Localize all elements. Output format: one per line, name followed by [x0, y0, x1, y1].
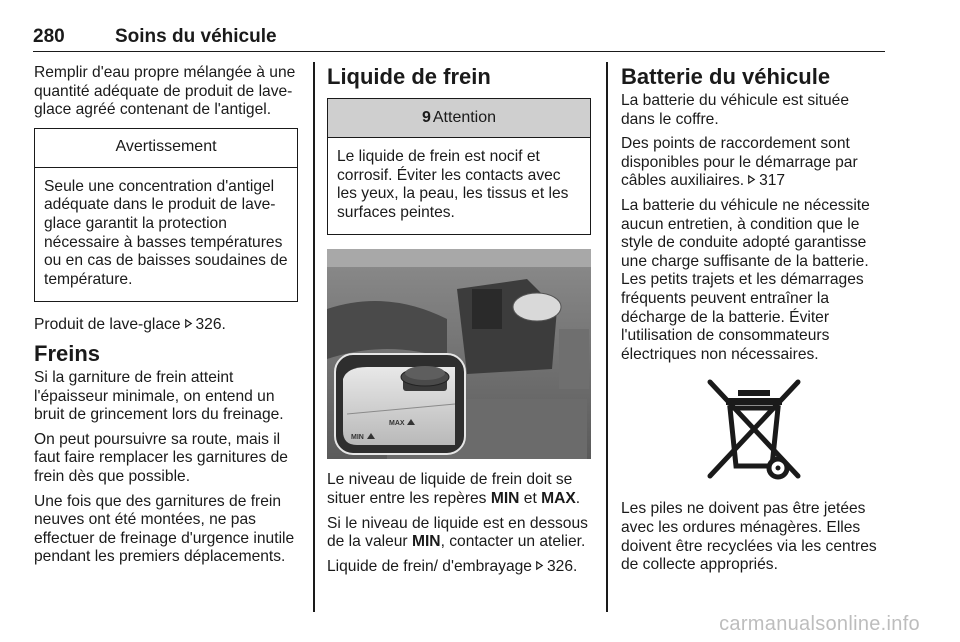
- battery-paragraph-3: La batterie du véhicule ne nécessite aucun entretien, à condition que le style de conduite adopté garantisse une charge suffisante de la batterie. Les petits trajets et les démarrages fréquents peuvent entraîner la décharge de la batterie. Éviter l'utilisation de consommateurs électriques non nécessaires.: [621, 196, 870, 363]
- column-middle: [327, 64, 591, 582]
- column-divider: [313, 62, 315, 612]
- brake-fluid-ref-page: 326.: [546, 557, 578, 575]
- freins-heading: Freins: [34, 340, 101, 366]
- jump-start-ref-page: 317: [759, 172, 786, 190]
- below-min-sentence: Si le niveau de liquide est en dessous de la valeur: [327, 514, 588, 551]
- warning-box: [34, 128, 298, 303]
- washer-intro-text: Remplir d'eau propre mélangée à une quantité adéquate de produit de lave-glace agréé contenant de l'antigel.: [34, 64, 296, 119]
- fluid-level-sentence: Le niveau de liquide de frein doit se situer entre les repères: [327, 471, 573, 507]
- battery-heading: Batterie du véhicule: [621, 64, 831, 89]
- brake-fluid-reference: [327, 558, 591, 577]
- washer-ref-page: 326.: [195, 316, 226, 334]
- freins-paragraph-2: On peut poursuivre sa route, mais il faut faire remplacer les garnitures de frein dès que possible.: [34, 430, 288, 485]
- page-reference-icon: [183, 316, 194, 327]
- attention-box: [327, 98, 591, 235]
- watermark: carmanualsonline.info: [719, 613, 920, 635]
- page-header: [33, 24, 885, 52]
- column-divider: [606, 62, 608, 612]
- page-number: 280: [33, 26, 65, 47]
- crossed-out-bin-icon: [702, 376, 806, 484]
- washer-fluid-reference: [34, 316, 298, 335]
- attention-title: [328, 99, 590, 138]
- page-reference-icon: [534, 558, 545, 569]
- max-marker: MAX: [389, 420, 405, 428]
- battery-paragraph-1: La batterie du véhicule est située dans le coffre.: [621, 92, 849, 128]
- conjunction-et: et: [523, 489, 537, 507]
- period: .: [575, 489, 581, 507]
- below-min-text: [327, 515, 591, 552]
- attention-icon: 9: [421, 108, 431, 126]
- attention-text: Le liquide de frein est nocif et corrosif. Éviter les contacts avec les yeux, la peau, les tissus et les surfaces peintes.: [337, 148, 569, 221]
- attention-label: Attention: [432, 108, 497, 126]
- min-marker: MIN: [351, 434, 364, 442]
- fluid-level-text: [327, 471, 591, 508]
- min-label: MIN: [490, 489, 520, 507]
- min-label: MIN: [411, 533, 441, 551]
- washer-ref-text: Produit de lave-glace: [34, 316, 181, 334]
- below-min-sentence-end: , contacter un atelier.: [440, 533, 586, 551]
- battery-disposal-text: Les piles ne doivent pas être jetées avec les ordures ménagères. Elles doivent être recyclées via les centres de collecte appropriés.: [621, 500, 877, 574]
- battery-paragraph-2: [621, 135, 887, 191]
- jump-start-text: Des points de raccordement sont disponibles pour le démarrage par câbles auxiliaires.: [621, 135, 858, 190]
- freins-paragraph-3: Une fois que des garnitures de frein neuves ont été montées, ne pas effectuer de freinage d'urgence inutile pendant les premiers déplacements.: [34, 492, 295, 566]
- warning-title: Avertissement: [35, 129, 297, 168]
- brake-fluid-heading: Liquide de frein: [327, 64, 491, 89]
- brake-fluid-ref-text: Liquide de frein/ d'embrayage: [327, 557, 532, 575]
- page-reference-icon: [746, 172, 757, 183]
- freins-paragraph-1: Si la garniture de frein atteint l'épaisseur minimale, on entend un bruit de grincement lors du freinage.: [34, 368, 284, 424]
- column-left: [34, 64, 298, 573]
- column-right: [621, 64, 887, 581]
- section-title: Soins du véhicule: [115, 26, 277, 47]
- max-label: MAX: [541, 489, 576, 507]
- warning-text: Seule une concentration d'antigel adéquate dans le produit de lave-glace garantit la protection nécessaire à basses températures ou en cas de baisses soudaines de température.: [44, 177, 288, 288]
- brake-fluid-reservoir-photo: [327, 249, 591, 459]
